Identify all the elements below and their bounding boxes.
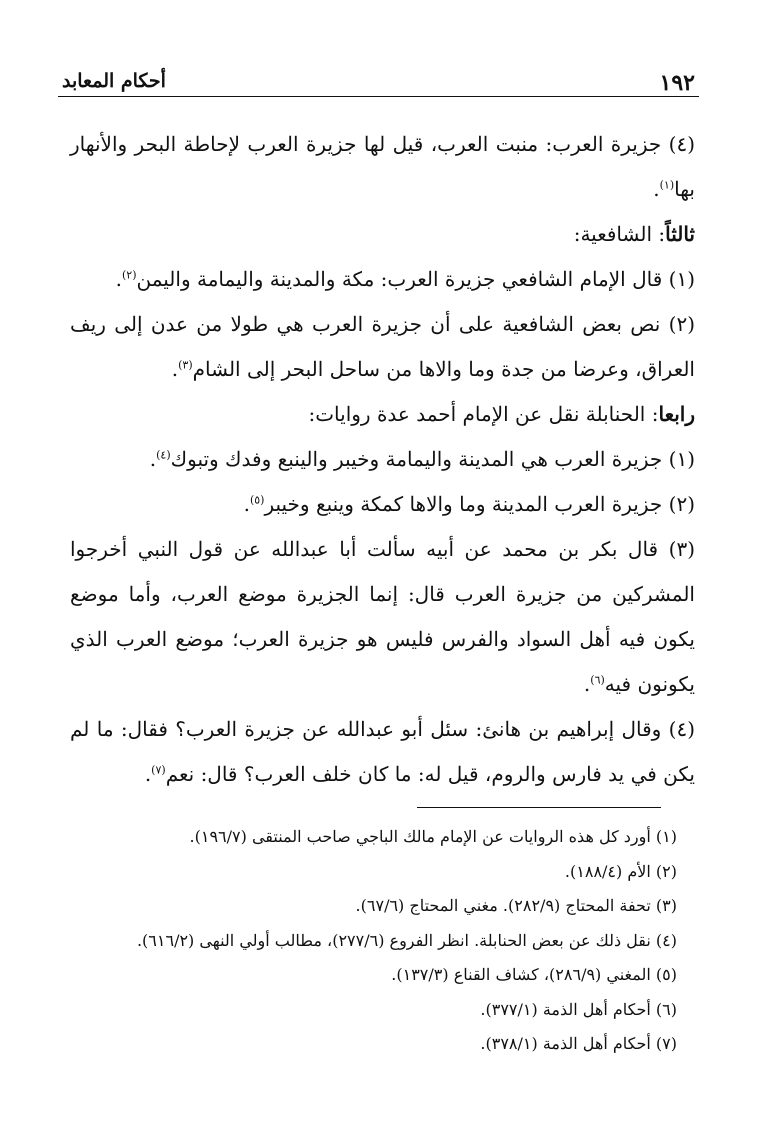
body-text	[70, 122, 695, 797]
footnote-1: (١) أورد كل هذه الروايات عن الإمام مالك الباجي صاحب المنتقى (١٩٦/٧).	[189, 827, 677, 846]
paragraph-shafii-2: (٢) نص بعض الشافعية على أن جزيرة العرب هي طولا من عدن إلى ريف العراق، وعرضا من جدة وما والاها من ساحل البحر إلى الشام$^{(٣)}$.	[70, 312, 695, 381]
section-label-fourth: رابعا	[658, 402, 695, 426]
paragraph-hanbali-1: (١) جزيرة العرب هي المدينة واليمامة وخيبر والينبع وفدك وتبوك$^{(٤)}$.	[149, 447, 695, 471]
paragraph-shafii-1: (١) قال الإمام الشافعي جزيرة العرب: مكة والمدينة واليمامة واليمن$^{(٢)}$.	[115, 267, 695, 291]
footnote-ref-7: (٧)	[151, 763, 166, 777]
footnote-6: (٦) أحكام أهل الذمة (٣٧٧/١).	[480, 999, 677, 1019]
footnote-4: (٤) نقل ذلك عن بعض الحنابلة. انظر الفروع (٢٧٧/٦)، مطالب أولي النهى (٦١٦/٢).	[136, 930, 677, 950]
footnote-ref-3: (٣)	[178, 358, 193, 372]
page-number: ١٩٢	[659, 70, 695, 96]
footnotes	[80, 820, 677, 1062]
footnote-ref-2: (٢)	[121, 268, 137, 282]
footnote-5: (٥) المغني (٢٨٦/٩)، كشاف القناع (١٣٧/٣).	[391, 965, 677, 984]
footnote-separator	[417, 807, 661, 808]
page-header	[58, 70, 699, 97]
footnote-3: (٣) تحفة المحتاج (٢٨٢/٩). مغني المحتاج (٦٧/٦).	[355, 896, 677, 915]
footnote-ref-6: (٦)	[590, 673, 605, 687]
running-title: أحكام المعابد	[62, 70, 166, 92]
section-heading-shafii: ثالثاً: الشافعية:	[573, 222, 695, 246]
footnote-2: (٢) الأم (١٨٨/٤).	[564, 861, 677, 881]
paragraph-hanbali-2: (٢) جزيرة العرب المدينة وما والاها كمكة وينبع وخيبر$^{(٥)}$.	[243, 492, 695, 516]
paragraph-peninsula-definition: (٤) جزيرة العرب: منبت العرب، قيل لها جزيرة العرب لإحاطة البحر والأنهار بها$^{(١)}$.	[70, 132, 695, 201]
section-heading-hanbali: رابعا: الحنابلة نقل عن الإمام أحمد عدة روايات:	[308, 402, 695, 426]
footnote-ref-1: (١)	[659, 178, 675, 192]
paragraph-hanbali-4: (٤) وقال إبراهيم بن هانئ: سئل أبو عبدالله عن جزيرة العرب؟ فقال: ما لم يكن في يد فارس والروم، قيل له: ما كان خلف العرب؟ قال: نعم$^{(٧)}$.	[70, 717, 695, 786]
footnote-ref-4: (٤)	[156, 448, 171, 462]
section-label-third: ثالثاً	[665, 222, 695, 246]
footnote-7: (٧) أحكام أهل الذمة (٣٧٨/١).	[480, 1034, 677, 1053]
footnote-ref-5: (٥)	[249, 493, 265, 507]
paragraph-hanbali-3: (٣) قال بكر بن محمد عن أبيه سألت أبا عبدالله عن قول النبي أخرجوا المشركين من جزيرة العرب قال: إنما الجزيرة موضع العرب، وأما موضع يكون فيه أهل السواد والفرس فليس هو جزيرة العرب؛ موضع العرب الذي يكونون فيه$^{(٦)}$.	[70, 537, 695, 696]
